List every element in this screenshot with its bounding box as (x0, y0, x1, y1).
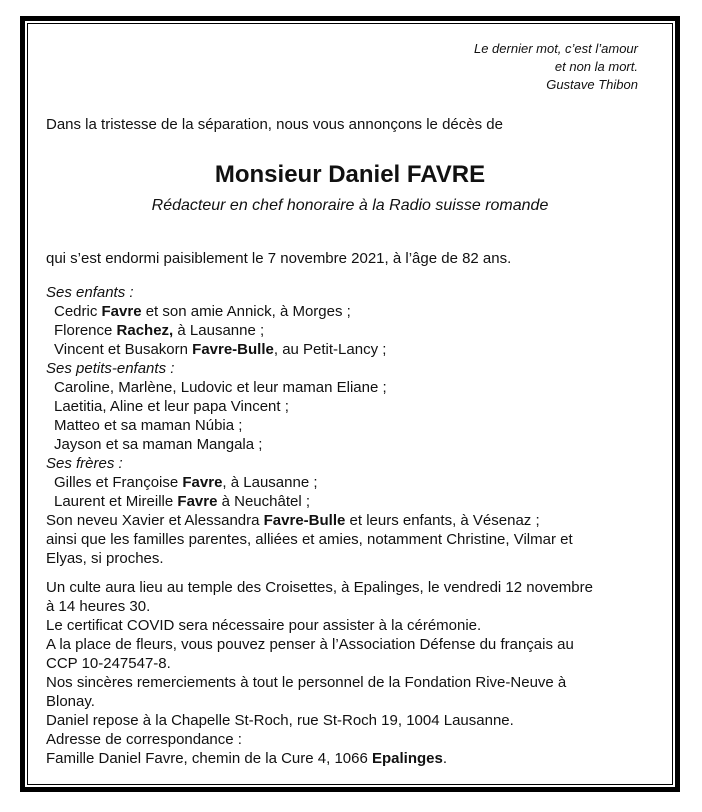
decorative-border-outer (20, 16, 680, 792)
family-line: Vincent et Busakorn Favre-Bulle, au Petit-Lancy ; (54, 341, 387, 358)
family-line: Gilles et Françoise Favre, à Lausanne ; (54, 474, 318, 491)
family-list (46, 283, 654, 568)
details-line: A la place de fleurs, vous pouvez penser à l’Association Défense du français au (46, 636, 574, 653)
family-line: Matteo et sa maman Núbia ; (54, 417, 243, 434)
death-notice: qui s’est endormi paisiblement le 7 novembre 2021, à l’âge de 82 ans. (46, 250, 512, 267)
family-line: Son neveu Xavier et Alessandra Favre-Bulle et leurs enfants, à Vésenaz ; (46, 512, 540, 529)
deceased-name: Monsieur Daniel FAVRE (214, 161, 486, 188)
family-line: Ses frères : (46, 455, 123, 472)
family-line: Laurent et Mireille Favre à Neuchâtel ; (54, 493, 310, 510)
details-line: Adresse de correspondance : (46, 731, 242, 748)
family-line: Ses petits-enfants : (46, 360, 175, 377)
details-line: Nos sincères remerciements à tout le personnel de la Fondation Rive-Neuve à (46, 674, 567, 691)
family-line: Florence Rachez, à Lausanne ; (54, 322, 265, 339)
epigraph (46, 40, 638, 94)
epigraph-attribution: Gustave Thibon (546, 77, 638, 92)
details-line: Un culte aura lieu au temple des Croisettes, à Epalinges, le vendredi 12 novembre (46, 579, 593, 596)
family-line: Caroline, Marlène, Ludovic et leur maman Eliane ; (54, 379, 387, 396)
family-line: Elyas, si proches. (46, 550, 164, 567)
epigraph-line: et non la mort. (554, 59, 638, 74)
details-line: CCP 10-247547-8. (46, 655, 171, 672)
details-line: Le certificat COVID sera nécessaire pour assister à la cérémonie. (46, 617, 482, 634)
decorative-border-inner (27, 23, 673, 785)
details-line: Famille Daniel Favre, chemin de la Cure 4, 1066 Epalinges. (46, 750, 448, 767)
epigraph-line: Le dernier mot, c’est l’amour (473, 41, 638, 56)
details-line: Daniel repose à la Chapelle St-Roch, rue St-Roch 19, 1004 Lausanne. (46, 712, 514, 729)
details-line: Blonay. (46, 693, 95, 710)
ceremony-details (46, 578, 654, 768)
intro-line: Dans la tristesse de la séparation, nous vous annonçons le décès de (46, 116, 503, 133)
family-line: ainsi que les familles parentes, alliées et amies, notamment Christine, Vilmar et (46, 531, 573, 548)
family-line: Jayson et sa maman Mangala ; (54, 436, 263, 453)
family-line: Laetitia, Aline et leur papa Vincent ; (54, 398, 289, 415)
deceased-role: Rédacteur en chef honoraire à la Radio suisse romande (151, 197, 549, 214)
family-line: Cedric Favre et son amie Annick, à Morges ; (54, 303, 351, 320)
family-line: Ses enfants : (46, 284, 134, 301)
details-line: à 14 heures 30. (46, 598, 151, 615)
